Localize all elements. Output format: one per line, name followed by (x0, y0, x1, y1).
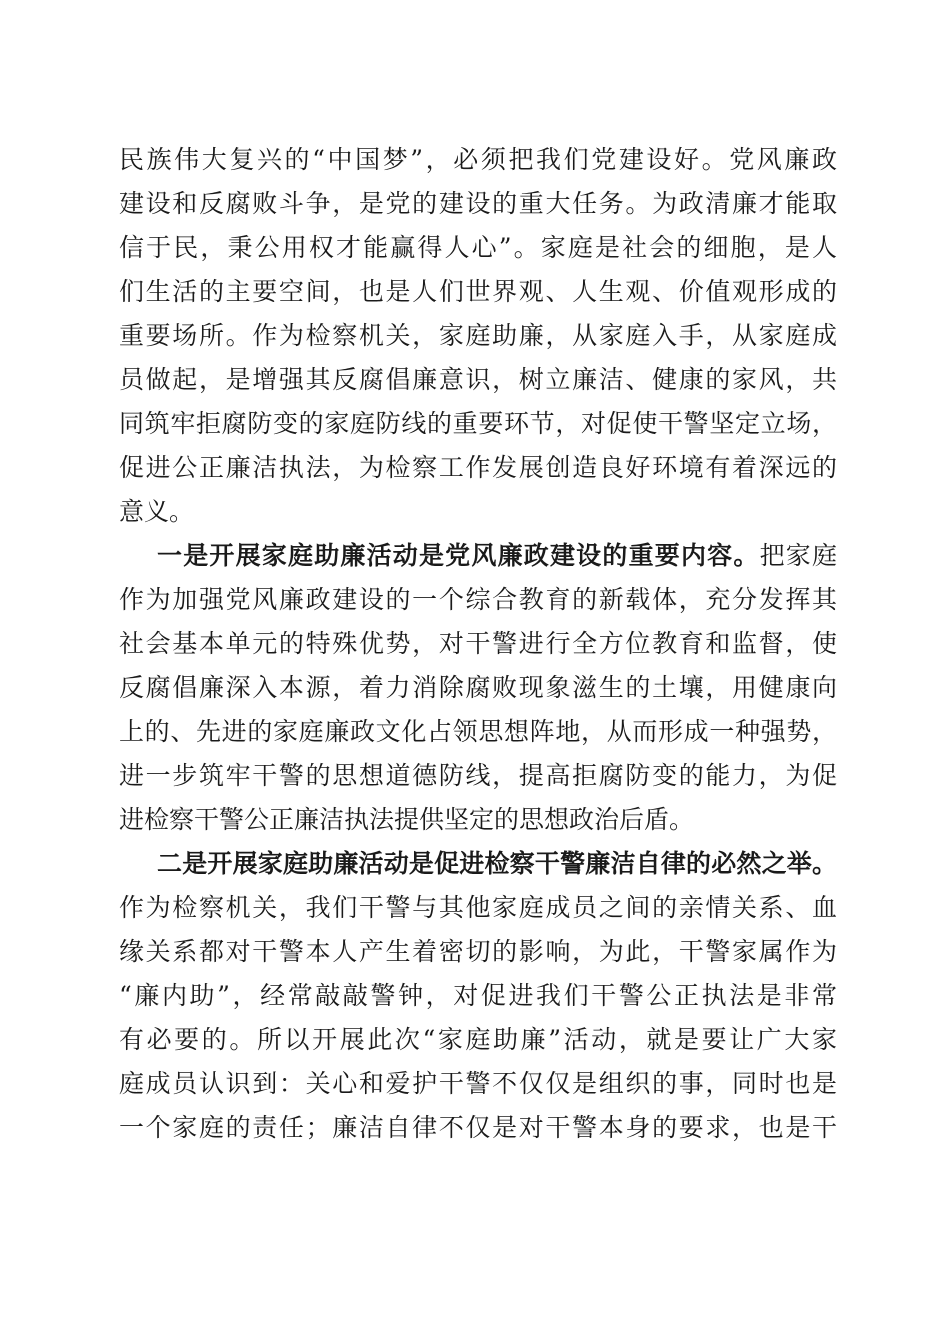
text-line: 社会基本单元的特殊优势，对干警进行全方位教育和监督，使 (119, 629, 837, 658)
text-line: 们生活的主要空间，也是人们世界观、人生观、价值观形成的 (119, 277, 837, 306)
text-line: 反腐倡廉深入本源，着力消除腐败现象滋生的土壤，用健康向 (119, 673, 837, 702)
paragraph-1 (119, 138, 837, 534)
text-line (119, 534, 837, 578)
paragraph-2 (119, 534, 837, 842)
text-line: 作为检察机关，我们干警与其他家庭成员之间的亲情关系、血 (119, 893, 837, 922)
text-line: 上的、先进的家庭廉政文化占领思想阵地，从而形成一种强势， (119, 717, 837, 746)
paragraph-lead-rest: 把家庭 (759, 541, 837, 570)
paragraph-lead: 二是开展家庭助廉活动是促进检察干警廉洁自律的必然之举。 (157, 849, 837, 878)
text-line: 促进公正廉洁执法，为检察工作发展创造良好环境有着深远的 (119, 453, 837, 482)
text-line: 一个家庭的责任；廉洁自律不仅是对干警本身的要求，也是干 (119, 1113, 837, 1142)
text-line: 意义。 (119, 497, 195, 526)
text-line: 重要场所。作为检察机关，家庭助廉，从家庭入手，从家庭成 (119, 321, 837, 350)
text-line: 庭成员认识到：关心和爱护干警不仅仅是组织的事，同时也是 (119, 1069, 837, 1098)
text-line: 民族伟大复兴的“中国梦”，必须把我们党建设好。党风廉政 (119, 145, 837, 174)
text-line: “廉内助”，经常敲敲警钟，对促进我们干警公正执法是非常 (119, 981, 837, 1010)
paragraph-3 (119, 842, 837, 1150)
text-line: 缘关系都对干警本人产生着密切的影响，为此，干警家属作为 (119, 937, 837, 966)
text-line: 员做起，是增强其反腐倡廉意识，树立廉洁、健康的家风，共 (119, 365, 837, 394)
paragraph-lead: 一是开展家庭助廉活动是党风廉政建设的重要内容。 (157, 541, 760, 570)
text-line: 有必要的。所以开展此次“家庭助廉”活动，就是要让广大家 (119, 1025, 837, 1054)
text-line: 进一步筑牢干警的思想道德防线，提高拒腐防变的能力，为促 (119, 761, 837, 790)
text-line (119, 842, 837, 886)
text-line: 进检察干警公正廉洁执法提供坚定的思想政治后盾。 (119, 805, 695, 834)
text-line: 信于民，秉公用权才能赢得人心”。家庭是社会的细胞，是人 (119, 233, 837, 262)
text-line: 作为加强党风廉政建设的一个综合教育的新载体，充分发挥其 (119, 585, 837, 614)
text-line: 同筑牢拒腐防变的家庭防线的重要环节，对促使干警坚定立场， (119, 409, 837, 438)
body-text (119, 138, 837, 1150)
text-line: 建设和反腐败斗争，是党的建设的重大任务。为政清廉才能取 (119, 189, 837, 218)
